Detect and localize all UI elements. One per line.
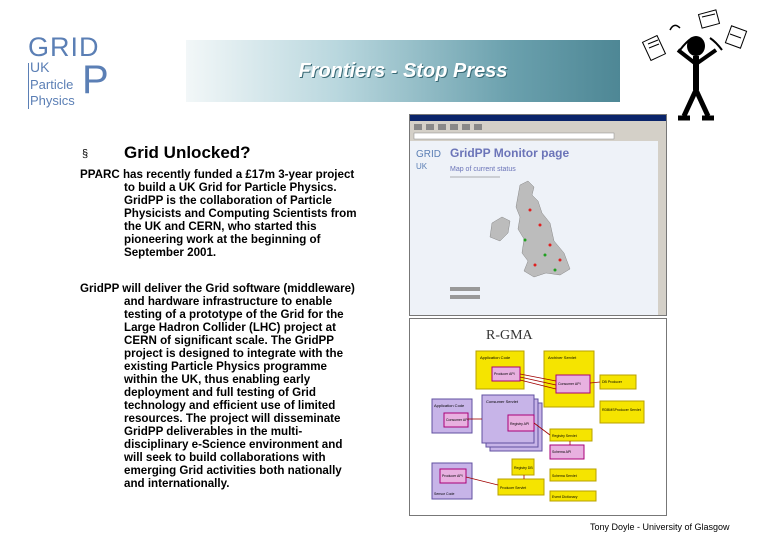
monitor-logo-text: GRID — [416, 149, 441, 160]
title-banner — [186, 40, 620, 102]
rgma-box-label: Registry DB — [514, 466, 533, 470]
rgma-box-label: Producer API — [442, 474, 463, 478]
monitor-page-screenshot — [409, 114, 667, 316]
paragraph-line: CERN of significant scale. The GridPP — [124, 334, 335, 347]
rgma-title: R-GMA — [486, 328, 533, 343]
rgma-box-label: RDBMSProducer Servlet — [602, 408, 641, 412]
logo-particle-text: Particle — [30, 77, 74, 92]
rgma-box-label: Producer API — [494, 372, 515, 376]
paragraph-line: Physicists and Computing Scientists from — [124, 207, 357, 220]
juggling-figure-icon — [640, 8, 750, 126]
logo-physics-text: Physics — [30, 93, 75, 108]
paragraph-line: Large Hadron Collider (LHC) project at — [124, 321, 336, 334]
rgma-box-label: Consumer API — [558, 382, 581, 386]
paragraph-line: GridPP is the collaboration of Particle — [124, 194, 332, 207]
paragraph-line: within the UK, thus enabling early — [124, 373, 311, 386]
paragraph-line: to build a UK Grid for Particle Physics. — [124, 181, 337, 194]
rgma-box-label: Consumer Servlet — [486, 399, 519, 404]
svg-text:UK: UK — [416, 162, 428, 171]
paragraph-line: project is designed to integrate with the — [124, 347, 344, 360]
paragraph-line: will seek to build collaborations with — [124, 451, 326, 464]
paragraph-line: PPARC has recently funded a £17m 3-year project — [80, 168, 355, 181]
rgma-box-label: Sensor Code — [434, 492, 455, 496]
paragraph-line: and internationally. — [124, 477, 230, 490]
paragraph-line: testing of a prototype of the Grid for the — [124, 308, 344, 321]
rgma-box-label: DB Producer — [602, 380, 623, 384]
rgma-box-label: Producer Servlet — [500, 486, 527, 490]
bullet-marker: § — [82, 148, 89, 160]
paragraph-line: technology and efficient use of limited — [124, 399, 336, 412]
paragraph-line: GridPP will deliver the Grid software (middleware) — [80, 282, 355, 295]
logo-divider — [28, 63, 29, 109]
page-title: Frontiers - Stop Press — [298, 60, 508, 82]
rgma-box-label: Consumer API — [446, 418, 469, 422]
monitor-title: GridPP Monitor page — [450, 146, 570, 160]
logo-uk-text: UK — [30, 59, 50, 75]
paragraph-line: existing Particle Physics programme — [124, 360, 327, 373]
paragraph-line: deployment and full testing of Grid — [124, 386, 316, 399]
rgma-diagram-screenshot — [409, 318, 667, 516]
paragraph-line: and hardware infrastructure to enable — [124, 295, 333, 308]
rgma-box-label: Application Code — [480, 355, 511, 360]
rgma-box-label: Schema API — [552, 450, 572, 454]
paragraph-line: GridPP deliverables in the multi- — [124, 425, 303, 438]
rgma-box-label: Schema Servlet — [552, 474, 577, 478]
paragraph-funding — [80, 168, 410, 259]
rgma-box-label: Application Code — [434, 403, 465, 408]
section-heading: Grid Unlocked? — [124, 143, 251, 162]
paragraph-line: resources. The project will disseminate — [124, 412, 341, 425]
paragraph-line: disciplinary e-Science environment and — [124, 438, 343, 451]
logo-grid-text: GRID — [28, 32, 100, 62]
rgma-box-label: Event Dictionary — [552, 495, 578, 499]
rgma-box-label: Archiver Servlet — [548, 355, 577, 360]
gridpp-logo — [28, 32, 109, 108]
footer-credit: Tony Doyle - University of Glasgow — [590, 522, 730, 532]
paragraph-line: September 2001. — [124, 246, 217, 259]
logo-p-text: P — [82, 58, 109, 102]
paragraph-line: emerging Grid activities both nationally — [124, 464, 342, 477]
rgma-box-label: Registry Servlet — [552, 434, 577, 438]
paragraph-line: the UK and CERN, who started this — [124, 220, 317, 233]
rgma-box-label: Registry API — [510, 422, 530, 426]
paragraph-deliverables — [80, 282, 410, 490]
monitor-subtitle: Map of current status — [450, 166, 516, 173]
paragraph-line: pioneering work at the beginning of — [124, 233, 321, 246]
